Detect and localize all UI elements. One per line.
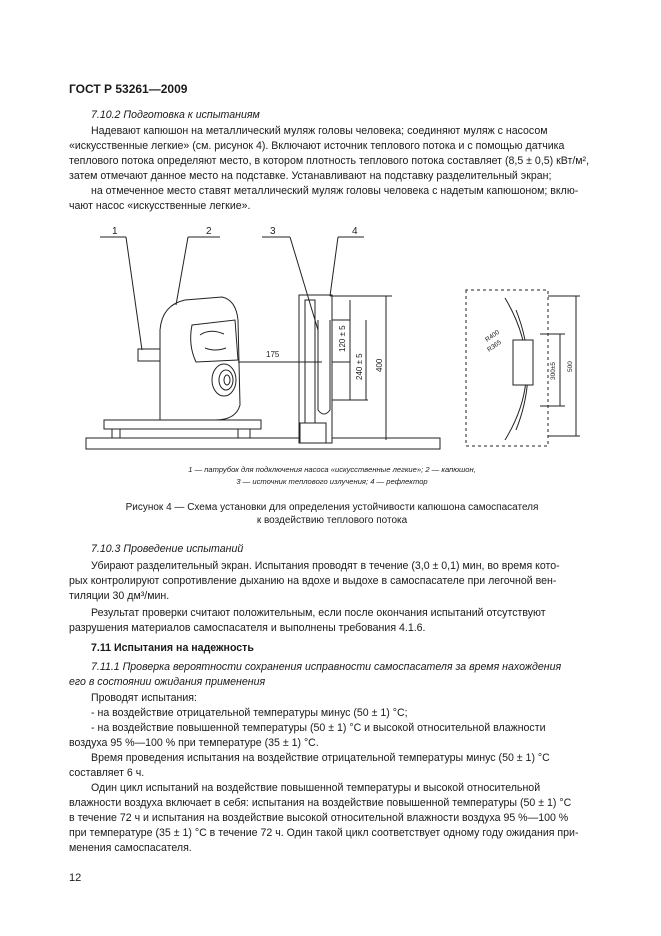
text-line: составляет 6 ч. (69, 767, 145, 779)
callout-1: 1 (112, 226, 118, 237)
dim-400: 400 (375, 358, 384, 372)
text-line: в течение 72 ч и испытания на воздействие высокой относительной влажности воздуха 95 %—100 % (69, 812, 569, 824)
callout-2: 2 (206, 226, 212, 237)
text-line: влажности воздуха включает в себя: испытания на воздействие повышенной температуры (50 ± 1) °С (69, 797, 572, 809)
figure-caption: к воздействию теплового потока (256, 515, 408, 526)
figure-caption: Рисунок 4 — Схема установки для определения устойчивости капюшона самоспасателя (125, 502, 539, 513)
text-line: Результат проверки считают положительным, если после окончания испытаний отсутствуют (91, 607, 546, 619)
radius-400: R400 (484, 328, 501, 344)
dim-120: 120 ± 5 (338, 325, 347, 352)
figure-legend-line: 3 — источник теплового излучения; 4 — рефлектор (236, 477, 428, 486)
text-line: на отмеченное место ставят металлический муляж головы человека с надетым капюшоном; вклю- (91, 185, 579, 197)
page-number: 12 (69, 872, 82, 884)
standard-header: ГОСТ Р 53261—2009 (69, 82, 188, 96)
text-line: Убирают разделительный экран. Испытания проводят в течение (3,0 ± 0,1) мин, во время кото- (91, 560, 560, 572)
text-line: тиляции 30 дм³/мин. (69, 590, 170, 602)
radius-365: R365 (486, 338, 503, 354)
dim-500: 500 (567, 361, 574, 372)
section-7-11-title: 7.11 Испытания на надежность (91, 642, 254, 654)
list-item: - на воздействие отрицательной температуры минус (50 ± 1) °С; (91, 707, 408, 719)
section-7-10-3-title: 7.10.3 Проведение испытаний (91, 543, 244, 555)
section-7-11-1-title: его в состоянии ожидания применения (69, 676, 266, 688)
text-line: разрушения материалов самоспасателя и выполнены требования 4.1.6. (69, 622, 426, 634)
text-line: при температуре (35 ± 1) °С в течение 72 ч. Один такой цикл соответствует одному году ожидания при- (69, 827, 579, 839)
text-line: чают насос «искусственные легкие». (69, 200, 251, 212)
dim-175: 175 (266, 350, 280, 359)
text-line: рых контролируют сопротивление дыханию на вдохе и выдохе в самоспасателе при легочной вен- (69, 575, 557, 587)
text-line: Один цикл испытаний на воздействие повышенной температуры и высокой относительной (91, 782, 541, 794)
callout-3: 3 (270, 226, 276, 237)
dim-240: 240 ± 5 (355, 353, 364, 380)
text-line: затем отмечают данное место на подставке. Устанавливают на подставку разделительный экран; (69, 170, 552, 182)
text-line: Проводят испытания: (91, 692, 197, 704)
section-7-10-2-title: 7.10.2 Подготовка к испытаниям (91, 109, 260, 121)
figure-legend-line: 1 — патрубок для подключения насоса «искусственные легкие»; 2 — капюшон, (188, 465, 476, 474)
text-line: воздуха 95 %—100 % при температуре (35 ± 1) °С. (69, 737, 319, 749)
dim-300: 300±5 (550, 361, 557, 380)
section-7-11-1-title: 7.11.1 Проверка вероятности сохранения исправности самоспасателя за время нахождения (91, 661, 562, 673)
text-line: теплового потока определяют место, в котором плотность теплового потока составляет (8,5 ± 0,5) кВт/м², (69, 155, 590, 167)
text-line: менения самоспасателя. (69, 842, 192, 854)
text-line: «искусственные легкие» (см. рисунок 4). Включают источник теплового потока и с помощью датчика (69, 140, 565, 152)
text-line: Время проведения испытания на воздействие отрицательной температуры минус (50 ± 1) °С (91, 752, 550, 764)
list-item: - на воздействие повышенной температуры (50 ± 1) °С и высокой относительной влажности (91, 722, 546, 734)
text-line: Надевают капюшон на металлический муляж головы человека; соединяют муляж с насосом (91, 125, 548, 137)
callout-4: 4 (352, 226, 358, 237)
